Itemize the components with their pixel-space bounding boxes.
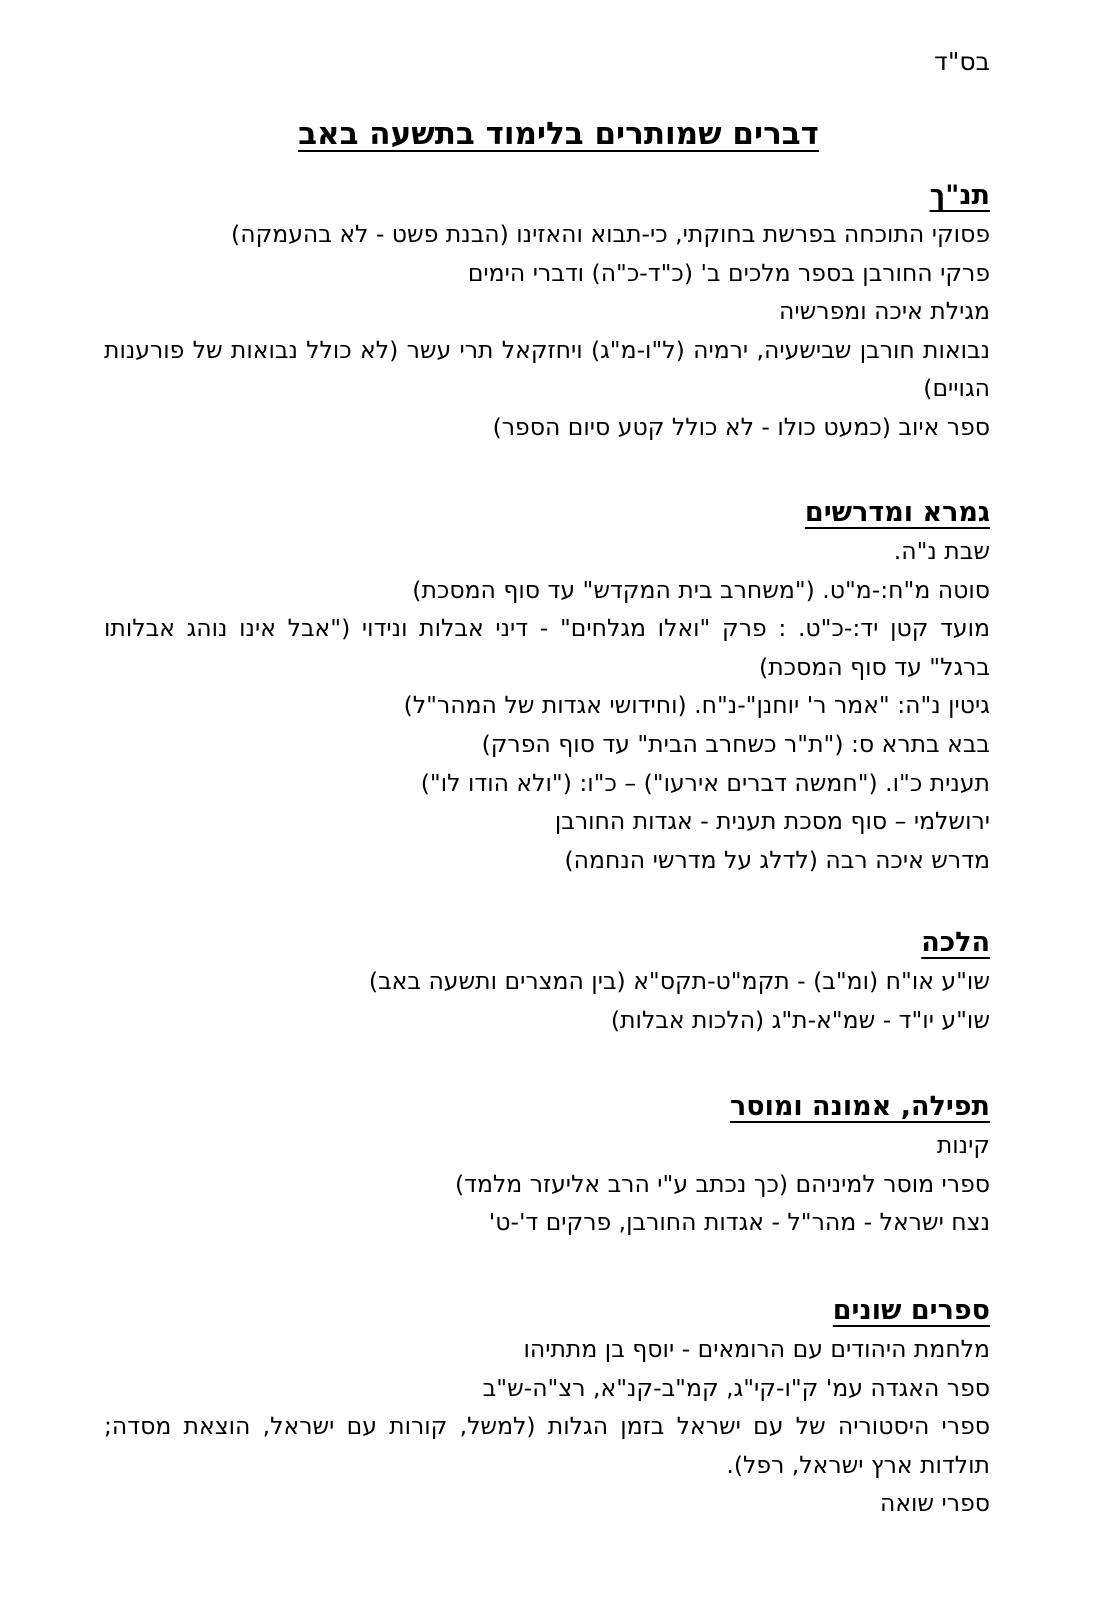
section-items: [104, 1126, 990, 1242]
section-heading: תנ"ך: [929, 180, 990, 211]
section-items: [104, 532, 990, 879]
list-item: מלחמת היהודים עם הרומאים - יוסף בן מתתיהו: [523, 1335, 990, 1363]
list-item: תענית כ"ו. ("חמשה דברים אירעו") – כ"ו: ("ולא הודו לו"): [420, 768, 990, 797]
section-halacha: [104, 924, 990, 1039]
list-item: מגילת איכה ומפרשיה: [779, 297, 990, 326]
page-title: דברים שמותרים בלימוד בתשעה באב: [298, 116, 819, 152]
section-items: [104, 215, 990, 447]
section-tanakh: [104, 177, 990, 447]
section-heading: תפילה, אמונה ומוסר: [729, 1091, 990, 1122]
section-items: [104, 1330, 990, 1523]
list-item: פסוקי התוכחה בפרשת בחוקתי, כי-תבוא והאזינו (הבנת פשט - לא בהעמקה): [231, 220, 990, 248]
list-item: שו"ע יו"ד - שמ"א-ת"ג (הלכות אבלות): [610, 1005, 990, 1034]
list-item: נבואות חורבן שבישעיה, ירמיה (ל"ו-מ"ג) ויחזקאל תרי עשר (לא כולל נבואות של פורענות הגויים): [104, 335, 990, 403]
list-item: מועד קטן יד:-כ"ט. : פרק "ואלו מגלחים" - דיני אבלות ונידוי ("אבל אינו נוהג אבלותו ברגל" עד סוף המסכת): [104, 614, 990, 681]
list-item: ספרי מוסר למיניהם (כך נכתב ע"י הרב אליעזר מלמד): [454, 1169, 990, 1198]
section-items: [104, 962, 990, 1039]
list-item: שבת נ"ה.: [893, 537, 990, 565]
list-item: ירושלמי – סוף מסכת תענית - אגדות החורבן: [554, 807, 990, 836]
list-item: ספרי היסטוריה של עם ישראל בזמן הגלות (למשל, קורות עם ישראל, הוצאת מסדה; תולדות ארץ ישראל, רפל).: [104, 1412, 990, 1479]
list-item: ספרי שואה: [879, 1489, 990, 1518]
list-item: בבא בתרא ס: ("ת"ר כשחרב הבית" עד סוף הפרק): [481, 729, 990, 758]
section-sefarim-shonim: [104, 1292, 990, 1523]
section-heading: גמרא ומדרשים: [804, 497, 990, 528]
list-item: סוטה מ"ח:-מ"ט. ("משחרב בית המקדש" עד סוף המסכת): [412, 575, 990, 604]
list-item: מדרש איכה רבה (לדלג על מדרשי הנחמה): [564, 845, 990, 874]
list-item: נצח ישראל - מהר"ל - אגדות החורבן, פרקים ד'-ט': [488, 1208, 990, 1237]
list-item: קינות: [936, 1131, 990, 1159]
list-item: ספר האגדה עמ' ק"ו-קי"ג, קמ"ב-קנ"א, רצ"ה-ש"ב: [482, 1373, 990, 1402]
section-tefila-emuna-musar: [104, 1088, 990, 1242]
list-item: ספר איוב (כמעט כולו - לא כולל קטע סיום הספר): [492, 412, 990, 441]
list-item: גיטין נ"ה: "אמר ר' יוחנן"-נ"ח. (וחידושי אגדות של המהר"ל): [403, 691, 990, 720]
list-item: פרקי החורבן בספר מלכים ב' (כ"ד-כ"ה) ודברי הימים: [467, 258, 990, 287]
section-heading: הלכה: [921, 927, 990, 958]
bsd-header: בס"ד: [934, 47, 990, 76]
section-heading: ספרים שונים: [832, 1295, 990, 1326]
list-item: שו"ע או"ח (ומ"ב) - תקמ"ט-תקס"א (בין המצרים ותשעה באב): [368, 967, 990, 995]
section-gemara-midrashim: [104, 494, 990, 879]
